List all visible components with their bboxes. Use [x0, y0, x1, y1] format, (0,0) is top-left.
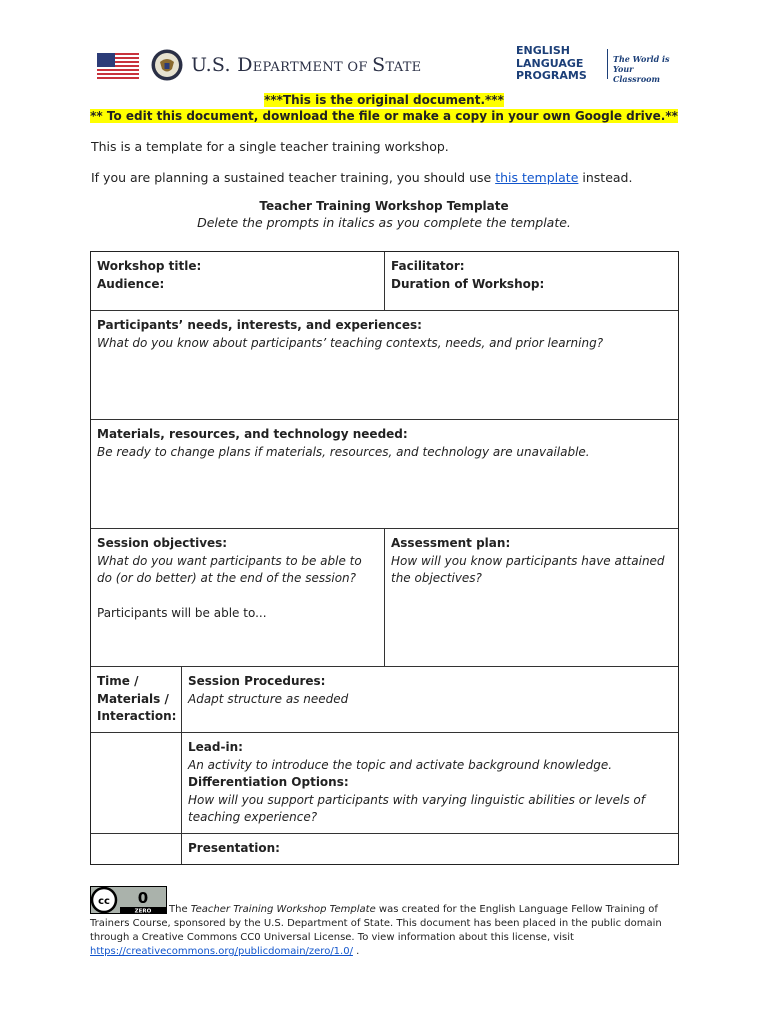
time-label: Time /	[97, 674, 139, 688]
svg-text:cc: cc	[98, 896, 110, 907]
materials-prompt: Be ready to change plans if materials, resources, and technology are unavailable.	[97, 444, 590, 459]
license-footer: The Teacher Training Workshop Template was created for the English Language Fellow Training of Trainers Course, sponsored by the U.S. Department of State. This document has been placed in the public domain through a Creative Commons CC0 Universal License. To view information about this license, visit https://creativecommons.org/publicdomain/zero/1.0/ .	[90, 904, 662, 957]
facilitator-cell[interactable]	[384, 251, 679, 311]
elp-wordmark: ENGLISH LANGUAGE PROGRAMS	[516, 44, 587, 82]
department-of-state-wordmark: U.S. DEPARTMENT OF STATE	[191, 54, 422, 76]
edit-instructions-notice: ** To edit this document, download the file or make a copy in your own Google drive.**	[90, 109, 678, 123]
us-flag-icon	[97, 53, 139, 79]
materials-col-label: Materials /	[97, 691, 169, 706]
objectives-label: Session objectives:	[97, 536, 228, 550]
sustained-training-paragraph: If you are planning a sustained teacher training, you should use this template instead.	[91, 170, 633, 185]
participants-needs-cell[interactable]	[90, 310, 679, 420]
presentation-cell[interactable]	[181, 833, 679, 865]
original-document-notice: ***This is the original document.***	[264, 93, 504, 107]
session-procedures-cell[interactable]	[181, 666, 679, 733]
objectives-prompt: What do you want participants to be able to do (or do better) at the end of the session?	[97, 553, 362, 585]
cc0-license-link[interactable]: https://creativecommons.org/publicdomain/zero/1.0/	[90, 946, 353, 957]
facilitator-label: Facilitator:	[391, 259, 465, 273]
assessment-label: Assessment plan:	[391, 536, 511, 550]
lead-in-prompt: An activity to introduce the topic and activate background knowledge.	[188, 757, 613, 772]
differentiation-label: Differentiation Options:	[188, 775, 349, 789]
department-seal-icon	[151, 49, 183, 81]
document-subtitle: Delete the prompts in italics as you complete the template.	[197, 215, 571, 230]
lead-in-label: Lead-in:	[188, 740, 243, 754]
objectives-stem: Participants will be able to...	[97, 605, 267, 620]
document-title: Teacher Training Workshop Template	[259, 199, 509, 213]
elp-tagline: The World is Your Classroom	[613, 54, 670, 84]
interaction-label: Interaction:	[97, 709, 177, 723]
assessment-plan-cell[interactable]	[384, 528, 679, 667]
audience-label: Audience:	[97, 276, 165, 291]
cc-zero-digit: 0	[137, 889, 149, 907]
workshop-title-label: Workshop title:	[97, 259, 202, 273]
presentation-label: Presentation:	[188, 841, 280, 855]
session-objectives-cell[interactable]	[90, 528, 385, 667]
needs-label: Participants’ needs, interests, and experiences:	[97, 318, 422, 332]
procedures-prompt: Adapt structure as needed	[188, 691, 349, 706]
materials-cell[interactable]	[90, 419, 679, 529]
workshop-title-cell[interactable]	[90, 251, 385, 311]
differentiation-prompt: How will you support participants with varying linguistic abilities or levels of teaching experience?	[188, 792, 645, 824]
materials-label: Materials, resources, and technology needed:	[97, 427, 408, 441]
time-materials-interaction-cell[interactable]	[90, 666, 182, 733]
duration-label: Duration of Workshop:	[391, 276, 545, 291]
lead-in-time-cell[interactable]	[90, 732, 182, 834]
needs-prompt: What do you know about participants’ teaching contexts, needs, and prior learning?	[97, 335, 604, 350]
intro-paragraph: This is a template for a single teacher training workshop.	[91, 139, 449, 154]
procedures-label: Session Procedures:	[188, 674, 326, 688]
assessment-prompt: How will you know participants have attained the objectives?	[391, 553, 665, 585]
lead-in-cell[interactable]	[181, 732, 679, 834]
presentation-time-cell[interactable]	[90, 833, 182, 865]
cc-zero-label: ZERO	[134, 908, 152, 914]
elp-divider	[607, 49, 608, 79]
this-template-link[interactable]: this template	[495, 170, 579, 185]
english-language-programs-logo	[516, 45, 676, 85]
